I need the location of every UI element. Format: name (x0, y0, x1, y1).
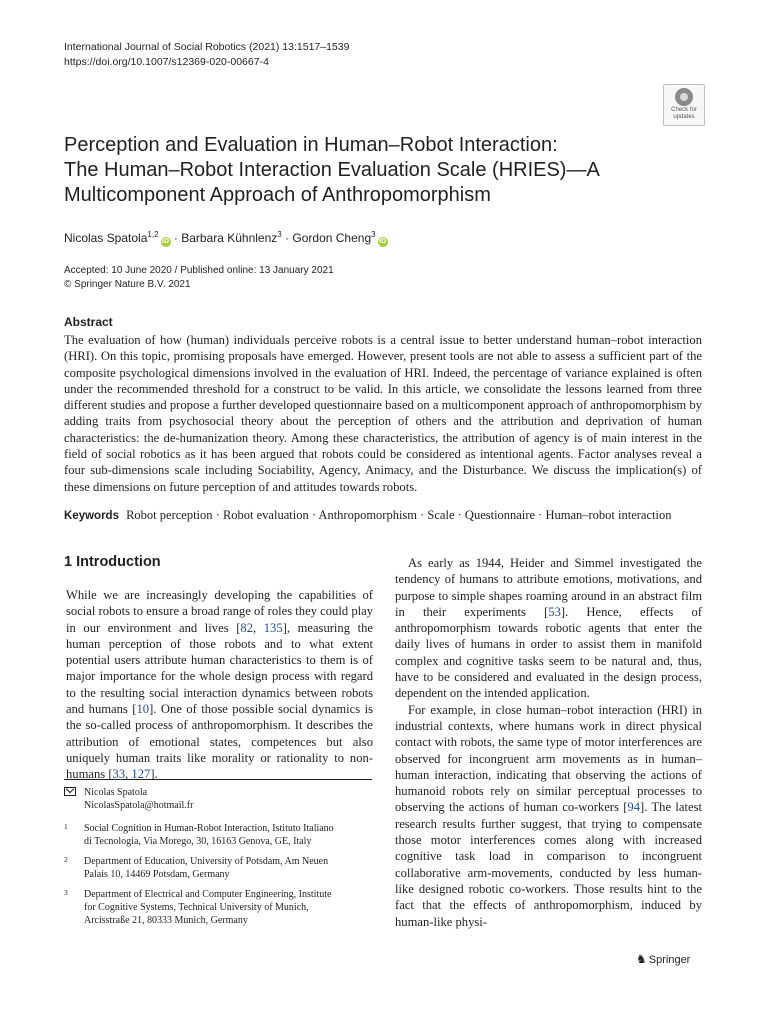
paper-title (64, 133, 684, 208)
text-run: ], measuring the human perception of those robots and to what extent potential users attribute human characteristics to them is of major importance for the whole design process with regard to the resulting social interaction dynamics between robots and humans [ (66, 620, 374, 717)
correspondence-name: Nicolas Spatola (84, 787, 148, 798)
affiliation-line: di Tecnologia, Via Morego, 30, 16163 Genova, GE, Italy (84, 836, 312, 847)
abstract-heading: Abstract (64, 315, 113, 329)
citation-link[interactable]: 127 (131, 767, 151, 782)
title-line: The Human–Robot Interaction Evaluation Scale (HRIES)—A (64, 159, 600, 181)
text-run: , (252, 620, 264, 635)
orcid-icon[interactable]: iD (379, 238, 387, 245)
keywords-list: Robot perception · Robot evaluation · Anthropomorphism · Scale · Questionnaire · Human–robot interaction (126, 508, 672, 522)
title-line: Perception and Evaluation in Human–Robot Interaction: (64, 134, 558, 156)
journal-citation: International Journal of Social Robotics (2021) 13:1517–1539 (64, 41, 350, 53)
affiliation-line: Social Cognition in Human-Robot Interaction, Istituto Italiano (84, 823, 334, 834)
keywords (64, 508, 671, 523)
affiliation-number: 2 (64, 855, 68, 864)
text-run: , (125, 767, 132, 782)
springer-horse-icon: ♞ (636, 952, 647, 966)
affiliation-line: Department of Electrical and Computer Engineering, Institute (84, 889, 332, 900)
citation-link[interactable]: 10 (136, 702, 150, 717)
section-heading-introduction: 1 Introduction (64, 554, 161, 570)
check-for-updates-badge[interactable] (663, 84, 705, 126)
publisher-footer (636, 952, 690, 966)
correspondence-email[interactable]: NicolasSpatola@hotmail.fr (84, 800, 194, 811)
journal-header (64, 40, 349, 70)
copyright-notice: © Springer Nature B.V. 2021 (64, 279, 191, 290)
author-name[interactable]: Gordon Cheng (292, 231, 372, 245)
author-separator: · (281, 231, 293, 245)
author-name[interactable]: Barbara Kühnlenz (181, 231, 278, 245)
citation-link[interactable]: 94 (627, 800, 641, 815)
check-for-updates-icon (675, 88, 693, 106)
text-run: While we are increasingly developing the capabilities of social robots to ensure a broad range of roles they could play in our environment and lives [ (66, 588, 373, 635)
keywords-label: Keywords (64, 510, 119, 522)
paragraph (66, 587, 373, 783)
left-column-body (66, 587, 373, 783)
text-run: ]. Hence, effects of anthropomorphism towards robotic agents that enter the daily lives of humans in order to assist them in manifold complex and cognitive tasks seem to be natural and, thus, have to be considered and evaluated in the design process, dependent on the intended application. (395, 604, 703, 701)
right-column-body (395, 555, 702, 930)
title-line: Multicomponent Approach of Anthropomorphism (64, 184, 491, 206)
text-run: ]. The latest research results further suggest, that trying to compensate those motor interferences comes along with increased cognitive task load in comparison to incongruent collaborative arm-movements, conducted by less human-like designed robotic co-workers. Those results hint to the fact that the effects of anthropomorphism, induced by human-like physi- (395, 800, 702, 929)
text-run: ]. One of those possible social dynamics is the so-called process of anthropomorphism. It describes the attribution of emotional states, competences but also uniquely human traits like morality or rationality to non-humans [ (66, 702, 373, 782)
accepted-published-dates: Accepted: 10 June 2020 / Published online: 13 January 2021 (64, 265, 334, 276)
check-for-updates-line2: updates (673, 113, 695, 120)
affiliation-line: for Cognitive Systems, Technical University of Munich, (84, 902, 309, 913)
publication-dates (64, 264, 334, 292)
abstract-text: The evaluation of how (human) individuals perceive robots is a central issue to better understand human–robot interaction (HRI). On this topic, promising proposals have emerged. However, present tools are not able to assess a sufficient part of the composite psychological dimensions involved in the evaluation of HRI. Indeed, the percentage of variance explained is often under the recommended threshold for a construct to be valid. In this article, we consolidate the lessons learned from three different studies and propose a further developed questionnaire based on a multicomponent approach of anthropomorphism by adding traits from psychosocial theory about the perception of others and the attribution and deprivation of human characteristics: the de-humanization theory. Among these characteristics, the attribution of agency is of main interest in the field of social robotics as it has been argued that robots could be considered as intentional agents. Factor analyses reveal a four sub-dimensions scale including Sociability, Agency, Animacy, and the Disturbance. We discuss the implication(s) of these dimensions on future perception of and attitudes towards robots. (64, 333, 702, 494)
author-affiliation-marker: 3 (371, 230, 376, 239)
citation-link[interactable]: 53 (548, 604, 561, 619)
text-run: As early as 1944, Heider and Simmel investigated the tendency of humans to attribute emotions, motivations, and purpose to simple shapes roaming around in an abstract film in their experiments [ (395, 556, 702, 619)
author-list (64, 227, 388, 247)
affiliation-number: 1 (64, 822, 68, 831)
footnote-divider (64, 779, 372, 780)
orcid-icon[interactable]: iD (162, 238, 170, 245)
envelope-icon (64, 787, 76, 796)
affiliation-line: Arcisstraße 21, 80333 Munich, Germany (84, 915, 248, 926)
affiliation-line: Palais 10, 14469 Potsdam, Germany (84, 869, 230, 880)
check-for-updates-line1: Check for (671, 107, 697, 113)
publisher-name: Springer (648, 954, 691, 966)
text-run: For example, in close human–robot interaction (HRI) in industrial contexts, where humans work in direct physical contact with robots, the same type of motor interferences are observed for incongruent arm movements as in human–human interaction, indicating that observing the actions of humanoid robots rely on similar perceptual processes to observing the actions of human co-workers [ (395, 702, 702, 815)
author-separator: · (170, 231, 182, 245)
author-affiliation-marker: 3 (277, 230, 282, 239)
author-affiliation-marker: 1,2 (147, 230, 159, 239)
affiliation-number: 3 (64, 888, 68, 897)
text-run: ]. (150, 767, 158, 782)
paragraph (395, 702, 702, 930)
author-name[interactable]: Nicolas Spatola (64, 231, 148, 245)
citation-link[interactable]: 82 (240, 620, 253, 635)
citation-link[interactable]: 135 (263, 620, 283, 635)
affiliation-line: Department of Education, University of Potsdam, Am Neuen (84, 856, 329, 867)
doi-link[interactable]: https://doi.org/10.1007/s12369-020-00667-4 (64, 56, 269, 68)
paragraph (395, 555, 702, 702)
citation-link[interactable]: 33 (112, 767, 126, 782)
